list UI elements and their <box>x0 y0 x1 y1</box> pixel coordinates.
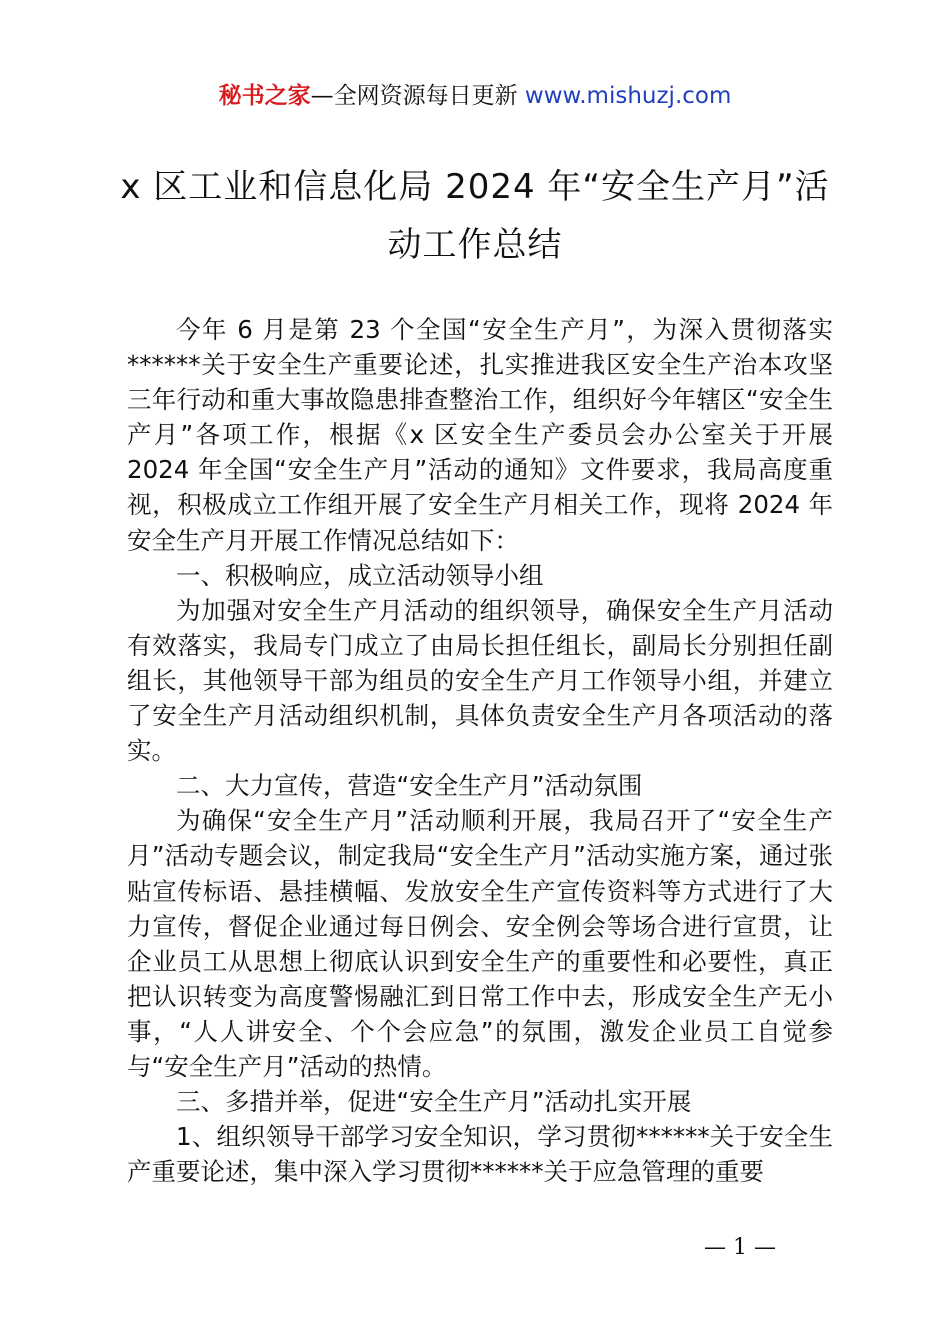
site-header <box>0 80 950 112</box>
section-heading-2: 二、大力宣传，营造“安全生产月”活动氛围 <box>176 771 643 801</box>
document-body <box>127 312 833 1189</box>
section-heading-3: 三、多措并举，促进“安全生产月”活动扎实开展 <box>176 1087 692 1117</box>
header-tagline: —全网资源每日更新 <box>310 83 525 109</box>
intro-paragraph: 今年 6 月是第 23 个全国“安全生产月”，为深入贯彻落实******关于安全生产重要论述，扎实推进我区安全生产治本攻坚三年行动和重大事故隐患排查整治工作，组织好今年辖区“安全生产月”各项工作，根据《x 区安全生产委员会办公室关于开展 2024 年全国“安全生产月”活动的通知》文件要求，我局高度重视，积极成立工作组开展了安全生产月相关工作，现将 2024 年安全生产月开展工作情况总结如下： <box>127 315 833 555</box>
section-heading-1: 一、积极响应，成立活动领导小组 <box>176 560 544 590</box>
brand-name: 秘书之家 <box>218 83 311 109</box>
site-url-link[interactable]: www.mishuzj.com <box>524 83 732 109</box>
document-title: x 区工业和信息化局 2024 年“安全生产月”活动工作总结 <box>120 167 830 265</box>
section-3-paragraph: 1、组织领导干部学习安全知识，学习贯彻******关于安全生产重要论述，集中深入学习贯彻******关于应急管理的重要 <box>127 1122 833 1187</box>
section-1-paragraph: 为加强对安全生产月活动的组织领导，确保安全生产月活动有效落实，我局专门成立了由局长担任组长，副局长分别担任副组长，其他领导干部为组员的安全生产月工作领导小组，并建立了安全生产月活动组织机制，具体负责安全生产月各项活动的落实。 <box>127 595 833 766</box>
page-number: — 1 — <box>704 1235 776 1260</box>
section-2-paragraph: 为确保“安全生产月”活动顺利开展，我局召开了“安全生产月”活动专题会议，制定我局“安全生产月”活动实施方案，通过张贴宣传标语、悬挂横幅、发放安全生产宣传资料等方式进行了大力宣传，督促企业通过每日例会、安全例会等场合进行宣贯，让企业员工从思想上彻底认识到安全生产的重要性和必要性，真正把认识转变为高度警惕融汇到日常工作中去，形成安全生产无小事，“人人讲安全、个个会应急”的氛围，激发企业员工自觉参与“安全生产月”活动的热情。 <box>127 806 833 1081</box>
